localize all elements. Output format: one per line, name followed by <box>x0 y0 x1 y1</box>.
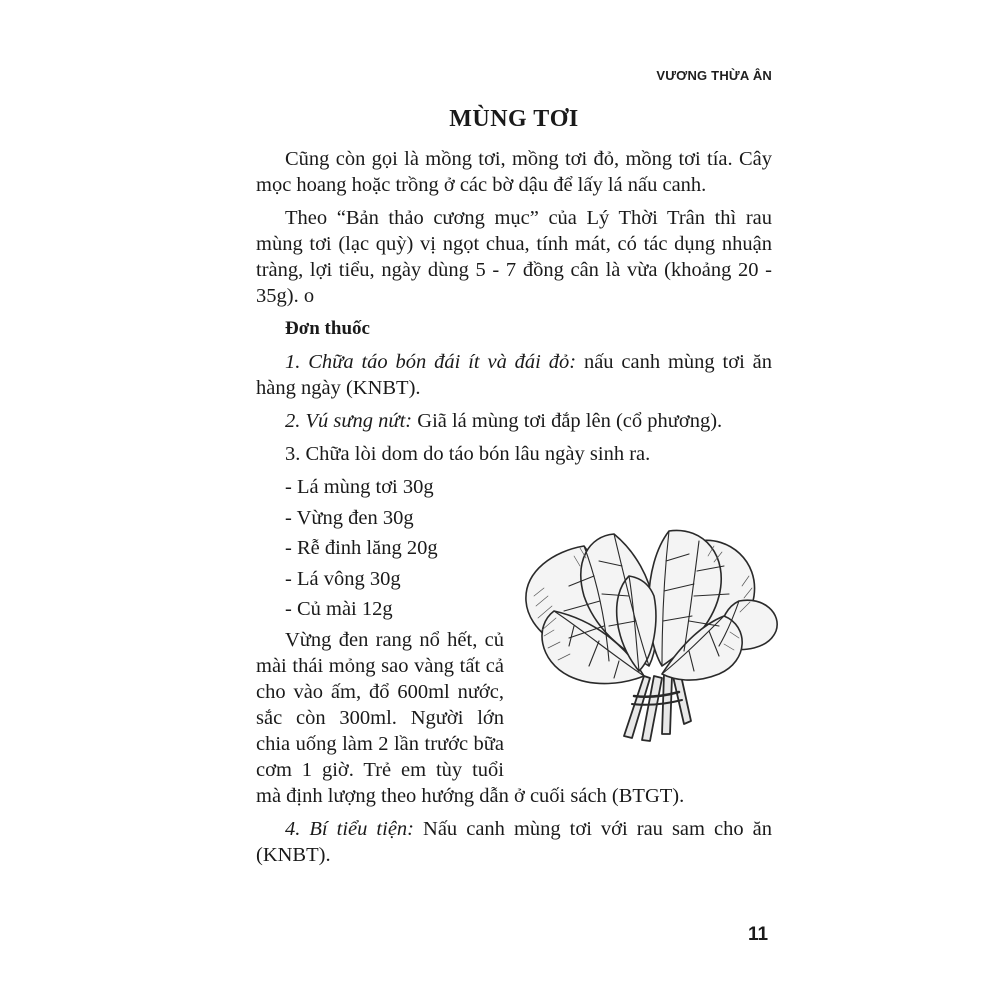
remedy-4-text: Nấu canh mùng tơi với rau sam cho ăn (KNBT). <box>256 817 772 866</box>
remedy-1-label: 1. Chữa táo bón đái ít và đái đỏ: <box>285 351 577 373</box>
page-title: MÙNG TƠI <box>449 106 579 132</box>
ingredient-1: - Lá mùng tơi 30g <box>285 476 434 498</box>
paragraph-source: Theo “Bản thảo cương mục” của Lý Thời Trân thì rau mùng tơi (lạc quỳ) vị ngọt chua, tính mát, có tác dụng nhuận tràng, lợi tiểu, ngày dùng 5 - 7 đồng cân là vừa (khoảng 20 - 35g). o <box>256 207 772 307</box>
remedy-2 <box>256 408 772 434</box>
ingredient-5: - Củ mài 12g <box>285 598 393 620</box>
section-subhead: Đơn thuốc <box>285 318 370 339</box>
page-number: 11 <box>748 924 769 945</box>
running-head: VƯƠNG THỪA ÂN <box>656 68 772 83</box>
remedy-2-label: 2. Vú sưng nứt: <box>285 410 413 432</box>
remedy-2-text: Giã lá mùng tơi đắp lên (cổ phương). <box>412 410 723 432</box>
ingredient-3: - Rễ đinh lăng 20g <box>285 537 438 559</box>
ingredient-4: - Lá vông 30g <box>285 567 401 590</box>
remedy-4 <box>256 816 772 868</box>
body-text <box>256 146 772 875</box>
remedy-3: 3. Chữa lòi dom do táo bón lâu ngày sinh ra. <box>285 443 651 465</box>
ingredient-2: - Vừng đen 30g <box>285 506 414 529</box>
remedy-1 <box>256 349 772 401</box>
malabar-spinach-illustration-icon <box>514 526 784 760</box>
paragraph-intro: Cũng còn gọi là mồng tơi, mồng tơi đỏ, mồng tơi tía. Cây mọc hoang hoặc trồng ở các bờ dậu để lấy lá nấu canh. <box>256 148 772 196</box>
remedy-3-instructions: Vừng đen rang nổ hết, củ mài thái mỏng sao vàng tất cả cho vào ấm, đổ 600ml nước, sắc còn 300ml. Người lớn chia uống làm 2 lần trước bữa cơm 1 giờ. Trẻ em tùy tuổi mà định lượng theo hướng dẫn ở cuối sách (BTGT). <box>256 628 685 807</box>
remedy-4-label: 4. Bí tiểu tiện: <box>285 817 414 840</box>
remedy-1-text: nấu canh mùng tơi ăn hàng ngày (KNBT). <box>256 351 772 399</box>
